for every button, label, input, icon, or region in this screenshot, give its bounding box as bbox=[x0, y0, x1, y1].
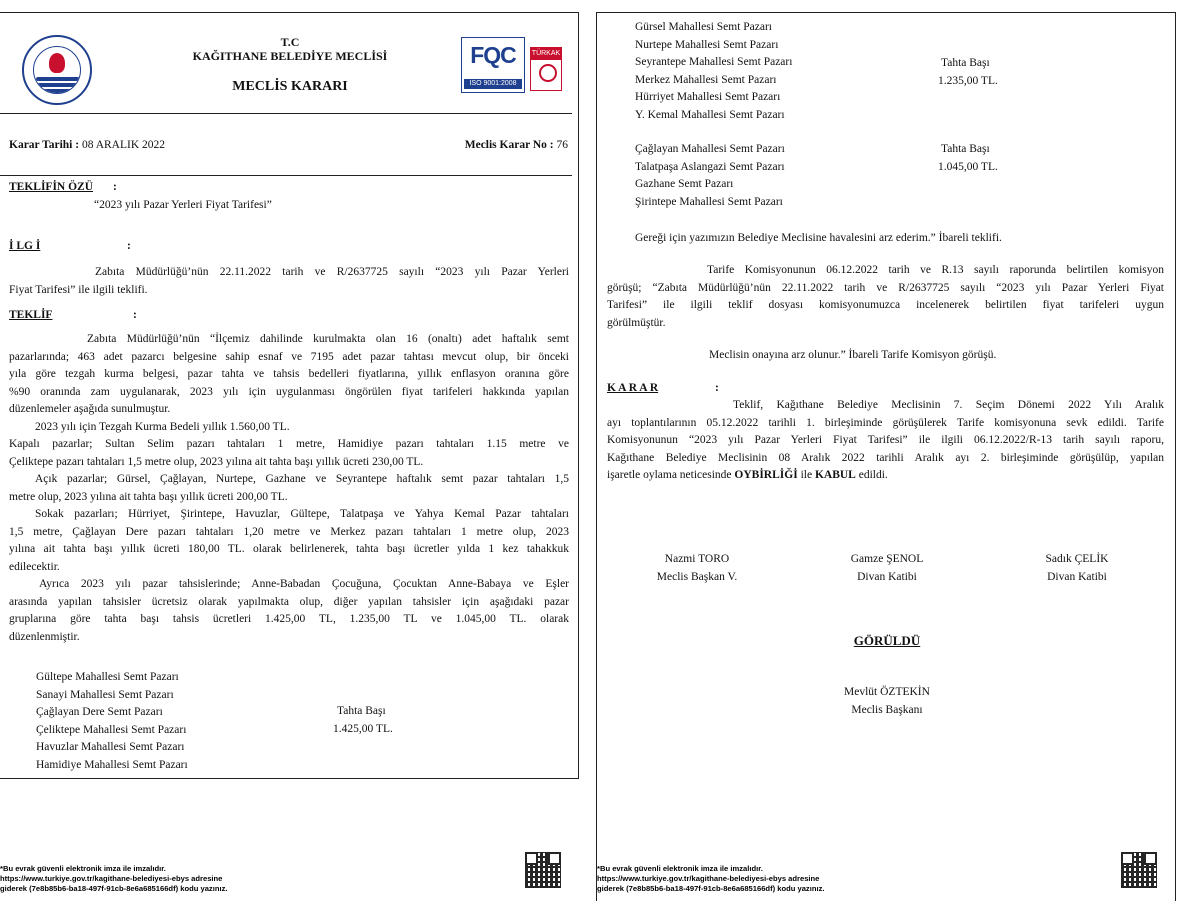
group2-price-label: Tahta Başı bbox=[941, 57, 990, 69]
signature-2: Gamze ŞENOL Divan Katibi bbox=[850, 553, 924, 583]
market-item: Hamidiye Mahallesi Semt Pazarı bbox=[36, 758, 188, 771]
page2-esign-notice: *Bu evrak güvenli elektronik imza ile imzalıdır. https://www.turkiye.gov.tr/kagithane-belediyesi-ebys adresine giderek (7e8b85b6-ba18-497f-91cb-8e6a685166df) kodu yazınız. bbox=[597, 864, 825, 893]
header-tc: T.C bbox=[280, 35, 300, 49]
market-group-3 bbox=[635, 141, 785, 211]
group1-price-label: Tahta Başı bbox=[337, 705, 386, 717]
teklif-line: pazarlarında; 463 adet pazarcı belgesine sahip esnaf ve 7195 adet pazar tahtası mevcut olup, bir önceki bbox=[9, 350, 569, 363]
market-item: Sanayi Mahallesi Semt Pazarı bbox=[36, 688, 174, 701]
market-item: Şirintepe Mahallesi Semt Pazarı bbox=[635, 195, 783, 208]
group1-price: 1.425,00 TL. bbox=[333, 723, 393, 735]
kagithane-municipality-logo-icon bbox=[22, 35, 92, 105]
teklif-line: yılına ait tahta başı yıllık ücreti 180,00 TL. olarak belirlenerek, tahta başı ücretler yılda 1 kez tahakkuk bbox=[9, 543, 569, 555]
market-item: Talatpaşa Aslangazi Semt Pazarı bbox=[635, 160, 785, 173]
header-divider bbox=[0, 113, 572, 114]
group3-price-label: Tahta Başı bbox=[941, 143, 990, 155]
doc-type-title: MECLİS KARARI bbox=[232, 79, 348, 94]
decision-date: Karar Tarihi : 08 ARALIK 2022 bbox=[9, 139, 166, 151]
decision-number: Meclis Karar No : 76 bbox=[464, 139, 568, 151]
market-item: Gazhane Semt Pazarı bbox=[635, 178, 734, 190]
teklif-line: düzenlemeler aşağıda sunulmuştur. bbox=[9, 403, 171, 415]
karar-text: Teklif, Kağıthane Belediye Meclisinin 7. Seçim Dönemi 2022 Yılı Aralık ayı toplantılarının 05.12.2022 tarihli 1. birleşiminde görüşülerek Tarife komisyonuna sevk edildi. Tarife Komisyonunun “2023 yılı Pazar Yerleri Fiyat Tarifesi” ile ilgili 06.12.2022/R-13 tarih sayılı raporu, Kağıthane Belediye Meclisinin 08 Aralık 2022 tarihli Aralık ayı 2. birleşiminde görüşülüp, yapılan işaretle oylama neticesinde OYBİRLİĞİ ile KABUL edildi. bbox=[607, 399, 1164, 481]
page1-qr-code-icon bbox=[525, 852, 561, 888]
market-item: Merkez Mahallesi Semt Pazarı bbox=[635, 73, 777, 86]
turkak-logo-icon: TÜRKAK bbox=[530, 47, 562, 91]
market-item: Çağlayan Mahallesi Semt Pazarı bbox=[635, 143, 785, 155]
header-council: KAĞITHANE BELEDİYE MECLİSİ bbox=[192, 49, 388, 63]
ilgi-text: Zabıta Müdürlüğü’nün 22.11.2022 tarih ve R/2637725 sayılı “2023 yılı Pazar Yerleri Fiyat Tarifesi” ile ilgili teklifi. bbox=[9, 266, 569, 296]
ozu-text: “2023 yılı Pazar Yerleri Fiyat Tarifesi” bbox=[94, 199, 272, 211]
market-item: Çağlayan Dere Semt Pazarı bbox=[36, 706, 163, 718]
signature-1: Nazmi TORO Meclis Başkan V. bbox=[656, 553, 738, 583]
teklif-line: arasında yapılan tahsisler ücretsiz olarak yapılmakta olup, diğer yapılan tahsisler için aşağıdaki pazar bbox=[9, 595, 569, 608]
teklif-line: düzenlenmiştir. bbox=[9, 630, 80, 643]
teklif-heading: TEKLİF : bbox=[9, 309, 137, 321]
teklif-line: %90 oranında zam uygulanarak, 2023 yılı için uygulanması öngörülen fiyat tarifeleri hakkında yapılan bbox=[9, 385, 569, 398]
teklif-line: Sokak pazarları; Hürriyet, Şirintepe, Havuzlar, Gültepe, Talatpaşa ve Yahya Kemal Pazar tahtaları bbox=[35, 508, 569, 520]
document-page-1 bbox=[0, 12, 579, 779]
teklif-line: edilecektir. bbox=[9, 560, 60, 573]
teklif-line: yıla göre tezgah kurma belgesi, pazar tahta ve tahsis bedelleri fiyatlarına, yıllık enflasyon oranına göre bbox=[9, 368, 569, 380]
teklif-line: Kapalı pazarlar; Sultan Selim pazarı tahtaları 1 metre, Hamidiye pazarı tahtaları 1.15 metre ve bbox=[9, 438, 569, 450]
market-item: Seyrantepe Mahallesi Semt Pazarı bbox=[635, 56, 793, 68]
teklif-body bbox=[9, 331, 569, 646]
mayor-signature: Mevlüt ÖZTEKİN Meclis Başkanı bbox=[844, 686, 930, 716]
market-item: Y. Kemal Mahallesi Semt Pazarı bbox=[635, 108, 785, 121]
teklif-line: gruplarına göre tahta başı tahsis ücretleri 1.425,00 TL, 1.235,00 TL ve 1.045,00 TL. olarak bbox=[9, 613, 569, 625]
market-item: Hürriyet Mahallesi Semt Pazarı bbox=[635, 91, 781, 103]
document-page-2 bbox=[596, 12, 1176, 901]
onay-text: Meclisin onayına arz olunur.” İbareli Tarife Komisyon görüşü. bbox=[709, 349, 997, 361]
ilgi-heading: İ LG İ : bbox=[9, 240, 131, 252]
page2-qr-code-icon bbox=[1121, 852, 1157, 888]
teklif-line: Ayrıca 2023 yılı pazar tahsislerinde; Anne-Babadan Çocuğuna, Çocuktan Anne-Babaya ve Eşler bbox=[39, 578, 569, 590]
market-group-2 bbox=[635, 19, 792, 124]
teklif-line: 1,5 metre, Çağlayan Dere pazarı tahtaları 1,20 metre ve Merkez pazarı tahtaları 1 metre olup, 2023 bbox=[9, 525, 569, 538]
market-item: Gürsel Mahallesi Semt Pazarı bbox=[635, 21, 773, 33]
signature-3: Sadık ÇELİK Divan Katibi bbox=[1045, 553, 1109, 583]
market-item: Nurtepe Mahallesi Semt Pazarı bbox=[635, 38, 779, 51]
gerege-text: Gereği için yazımızın Belediye Meclisine havalesini arz ederim.” İbareli teklifi. bbox=[635, 232, 1002, 244]
teklif-line: 2023 yılı için Tezgah Kurma Bedeli yıllık 1.560,00 TL. bbox=[35, 420, 290, 433]
fqc-iso-9001-logo-icon: FQC ISO 9001:2008 bbox=[461, 37, 525, 93]
ozu-heading: TEKLİFİN ÖZÜ : bbox=[9, 181, 117, 193]
meta-divider bbox=[0, 175, 572, 176]
page1-esign-notice: *Bu evrak güvenli elektronik imza ile imzalıdır. https://www.turkiye.gov.tr/kagithane-belediyesi-ebys adresine giderek (7e8b85b6-ba18-497f-91cb-8e6a685166df) kodu yazınız. bbox=[0, 864, 228, 893]
market-group-1 bbox=[36, 669, 188, 774]
market-item: Havuzlar Mahallesi Semt Pazarı bbox=[36, 741, 185, 753]
karar-heading: K A R A R : bbox=[607, 382, 719, 394]
komisyon-text: Tarife Komisyonunun 06.12.2022 tarih ve R.13 sayılı raporunda belirtilen komisyon görüşü; “Zabıta Müdürlüğü’nün 22.11.2022 tarih ve R/2637725 sayılı “2023 yılı Pazar Yerleri Fiyat Tarifesi” ile ilgili teklif dosyası komisyonumuzca incelenerek belirtilen fiyat tarifeleri uygun görülmüştür. bbox=[607, 264, 1164, 329]
group3-price: 1.045,00 TL. bbox=[938, 161, 998, 173]
market-item: Çeliktepe Mahallesi Semt Pazarı bbox=[36, 723, 187, 736]
market-item: Gültepe Mahallesi Semt Pazarı bbox=[36, 671, 179, 683]
teklif-line: metre olup, 2023 yılına ait tahta başı yıllık ücreti 200,00 TL. bbox=[9, 490, 288, 503]
teklif-line: Zabıta Müdürlüğü’nün “İlçemiz dahilinde kurulmakta olan 16 (onaltı) adet haftalık semt bbox=[87, 333, 569, 345]
teklif-line: Çeliktepe pazarı tahtaları 1,5 metre olup, 2023 yılına ait tahta başı yıllık ücreti 230,00 TL. bbox=[9, 455, 424, 468]
goruldu-heading: GÖRÜLDÜ bbox=[853, 633, 921, 648]
group2-price: 1.235,00 TL. bbox=[938, 75, 998, 87]
teklif-line: Açık pazarlar; Gürsel, Çağlayan, Nurtepe, Gazhane ve Seyrantepe haftalık semt pazar tahtaları 1,5 bbox=[35, 473, 569, 485]
